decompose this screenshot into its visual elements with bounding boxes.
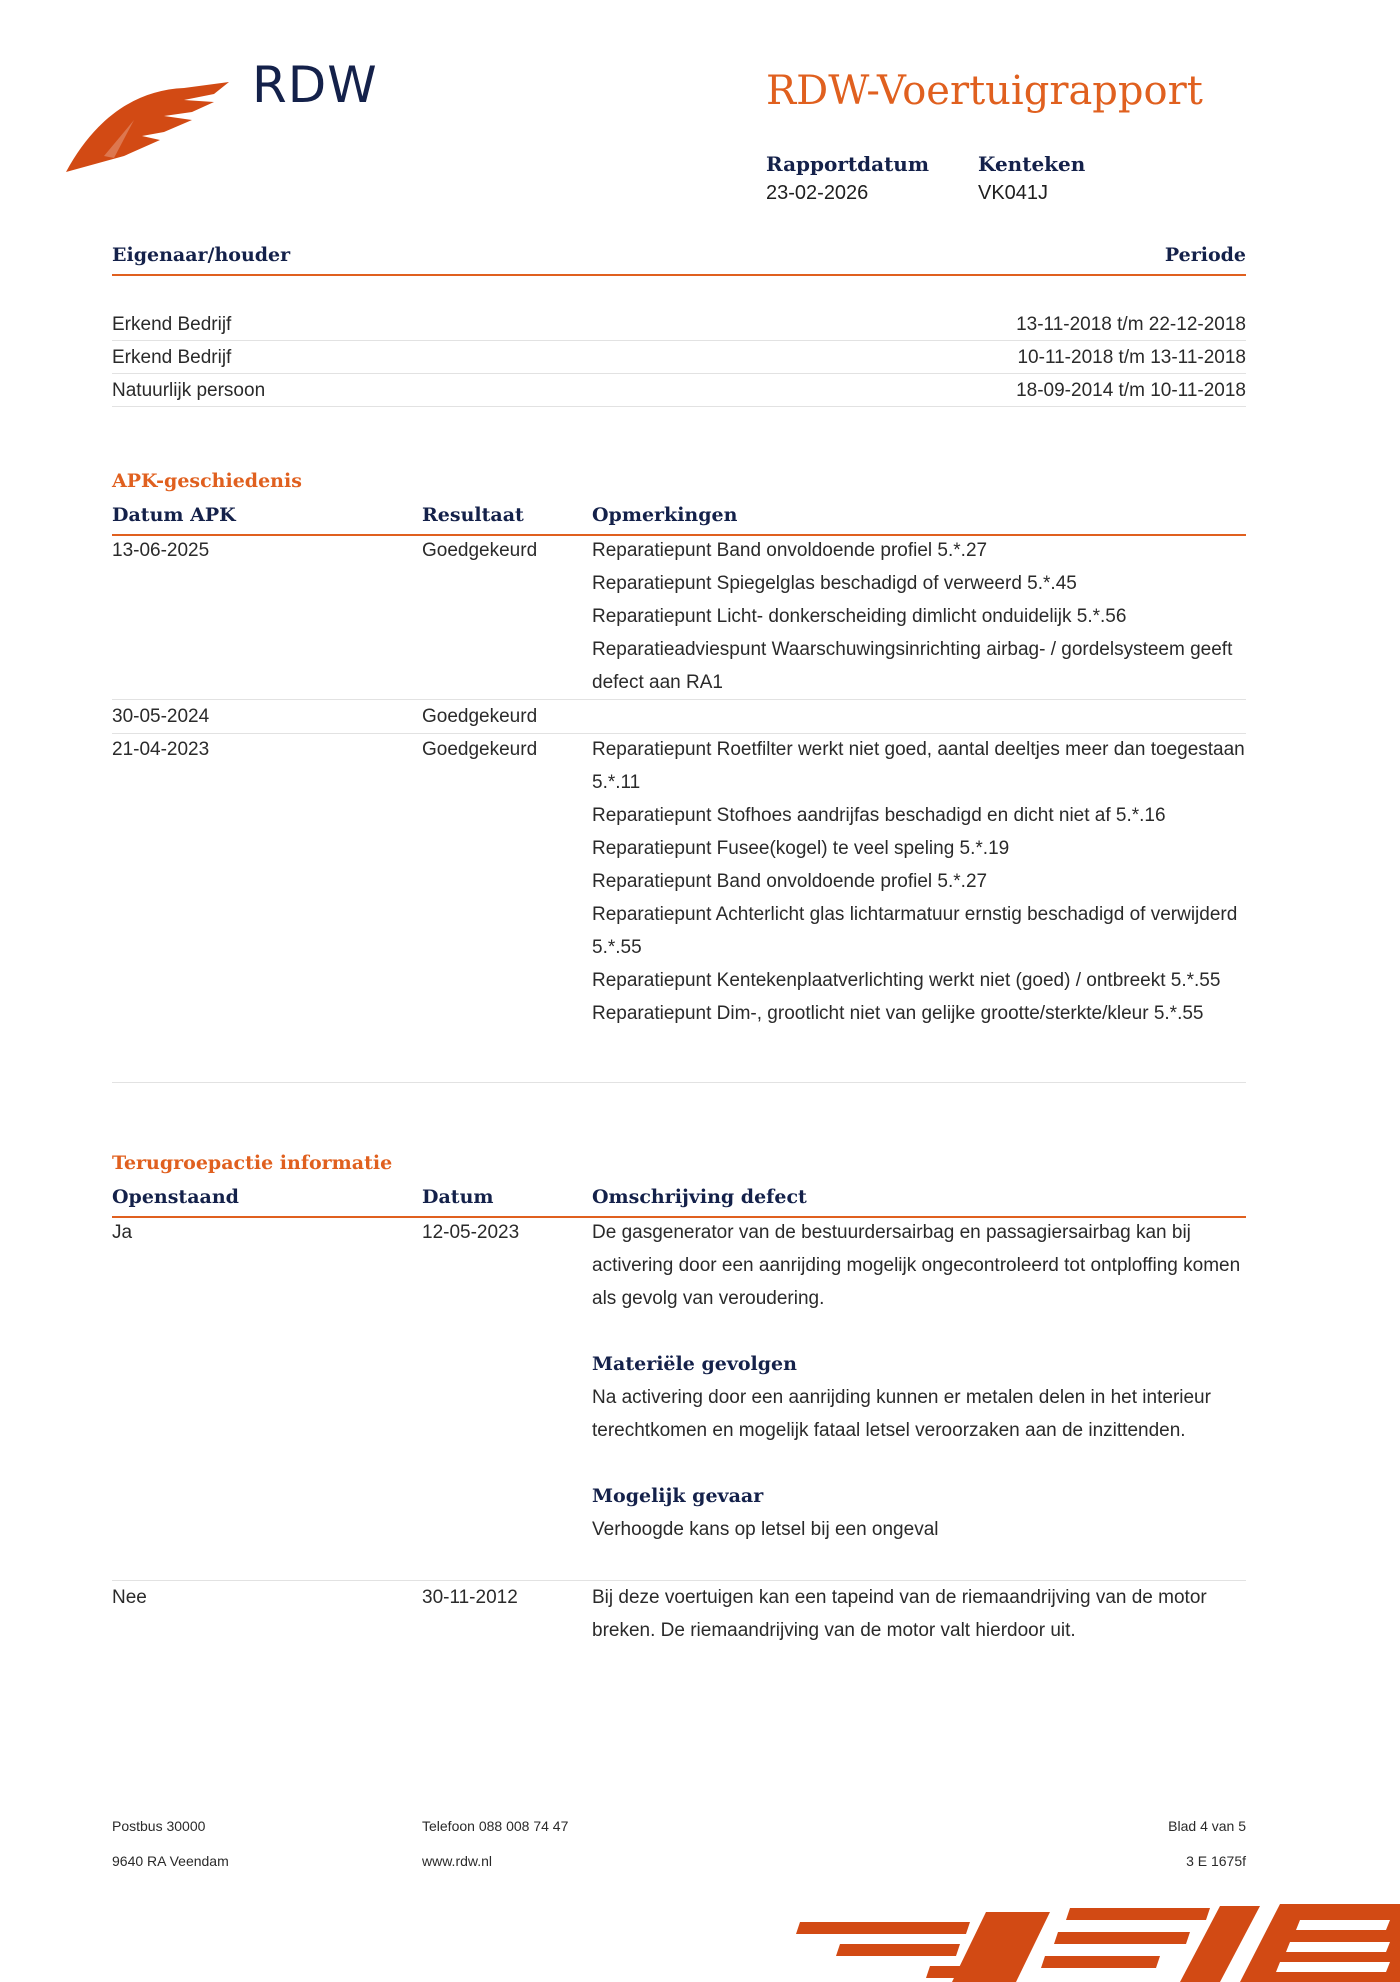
recall-section-title: Terugroepactie informatie <box>112 1152 393 1174</box>
apk-row <box>112 700 1246 734</box>
recall-header <box>112 1186 1246 1218</box>
apk-date: 21-04-2023 <box>112 739 210 760</box>
apk-remark: Reparatiepunt Achterlicht glas lichtarmatuur ernstig beschadigd of verwijderd 5.*.55 <box>592 904 1238 958</box>
recall-row <box>112 1581 1246 1647</box>
apk-remarks <box>592 534 1246 699</box>
recall-col-description: Omschrijving defect <box>592 1186 807 1208</box>
apk-remark: Reparatiepunt Stofhoes aandrijfas beschadigd en dicht niet af 5.*.16 <box>592 805 1166 826</box>
owner-name: Erkend Bedrijf <box>112 314 232 335</box>
footer-page: Blad 4 van 5 <box>1168 1818 1246 1834</box>
apk-remark: Reparatiepunt Spiegelglas beschadigd of verweerd 5.*.45 <box>592 573 1077 594</box>
recall-description-block <box>592 1581 1246 1647</box>
report-date-value: 23-02-2026 <box>766 182 869 204</box>
apk-row <box>112 733 1246 1083</box>
apk-remark: Reparatiepunt Band onvoldoende profiel 5.*.27 <box>592 540 988 561</box>
apk-remark: Reparatiepunt Licht- donkerscheiding dimlicht onduidelijk 5.*.56 <box>592 606 1127 627</box>
owner-period: 10-11-2018 t/m 13-11-2018 <box>1017 347 1246 368</box>
report-title: RDW-Voertuigrapport <box>766 68 1203 114</box>
recall-col-date: Datum <box>422 1186 494 1208</box>
apk-date: 30-05-2024 <box>112 706 210 727</box>
apk-header <box>112 504 1246 536</box>
footer-phone: Telefoon 088 008 74 47 <box>422 1818 569 1834</box>
plate-label: Kenteken <box>978 152 1086 176</box>
decorative-stripes-icon <box>790 1900 1400 1982</box>
owner-name: Erkend Bedrijf <box>112 347 232 368</box>
apk-remark: Reparatiepunt Fusee(kogel) te veel speling 5.*.19 <box>592 838 1010 859</box>
owner-row <box>112 374 1246 407</box>
owners-col-owner: Eigenaar/houder <box>112 244 291 266</box>
recall-date: 12-05-2023 <box>422 1222 520 1243</box>
recall-open: Nee <box>112 1587 147 1608</box>
recall-description: De gasgenerator van de bestuurdersairbag en passagiersairbag kan bij activering door een aanrijding mogelijk ongecontroleerd tot ontploffing komen als gevolg van veroudering. <box>592 1222 1241 1309</box>
recall-description-block <box>592 1216 1246 1546</box>
possible-danger-label: Mogelijk gevaar <box>592 1485 764 1507</box>
apk-row <box>112 534 1246 700</box>
material-consequences-text: Na activering door een aanrijding kunnen er metalen delen in het interieur terechtkomen en mogelijk fataal letsel veroorzaken aan de inzittenden. <box>592 1387 1211 1441</box>
apk-remark: Reparatieadviespunt Waarschuwingsinrichting airbag- / gordelsysteem geeft defect aan RA1 <box>592 639 1233 693</box>
logo-text: RDW <box>252 56 378 114</box>
footer-city: 9640 RA Veendam <box>112 1853 229 1869</box>
apk-result: Goedgekeurd <box>422 540 538 561</box>
apk-section-title: APK-geschiedenis <box>112 470 302 492</box>
owner-period: 18-09-2014 t/m 10-11-2018 <box>1016 380 1246 401</box>
recall-row <box>112 1216 1246 1581</box>
apk-col-remarks: Opmerkingen <box>592 504 738 526</box>
possible-danger-text: Verhoogde kans op letsel bij een ongeval <box>592 1519 939 1540</box>
owners-header <box>112 244 1246 276</box>
footer-postbus: Postbus 30000 <box>112 1818 206 1834</box>
apk-remark: Reparatiepunt Roetfilter werkt niet goed, aantal deeltjes meer dan toegestaan 5.*.11 <box>592 739 1245 793</box>
apk-remarks <box>592 733 1246 1030</box>
recall-col-open: Openstaand <box>112 1186 239 1208</box>
apk-remark: Reparatiepunt Kentekenplaatverlichting werkt niet (goed) / ontbreekt 5.*.55 <box>592 970 1221 991</box>
apk-remark: Reparatiepunt Dim-, grootlicht niet van gelijke grootte/sterkte/kleur 5.*.55 <box>592 1003 1204 1024</box>
apk-col-date: Datum APK <box>112 504 236 526</box>
footer-website: www.rdw.nl <box>422 1853 493 1869</box>
report-date-label: Rapportdatum <box>766 152 930 176</box>
recall-open: Ja <box>112 1222 133 1243</box>
footer-code: 3 E 1675f <box>1186 1853 1246 1869</box>
owner-row <box>112 341 1246 374</box>
plate-value: VK041J <box>978 182 1049 204</box>
apk-remark: Reparatiepunt Band onvoldoende profiel 5.*.27 <box>592 871 988 892</box>
apk-result: Goedgekeurd <box>422 706 538 727</box>
owner-name: Natuurlijk persoon <box>112 380 266 401</box>
apk-result: Goedgekeurd <box>422 739 538 760</box>
material-consequences-label: Materiële gevolgen <box>592 1353 797 1375</box>
apk-date: 13-06-2025 <box>112 540 210 561</box>
owners-col-period: Periode <box>1164 244 1246 266</box>
recall-description: Bij deze voertuigen kan een tapeind van de riemaandrijving van de motor breken. De riemaandrijving van de motor valt hierdoor uit. <box>592 1587 1207 1641</box>
rdw-logo-icon <box>64 60 234 180</box>
owner-row <box>112 308 1246 341</box>
apk-col-result: Resultaat <box>422 504 524 526</box>
owner-period: 13-11-2018 t/m 22-12-2018 <box>1016 314 1246 335</box>
recall-date: 30-11-2012 <box>422 1587 518 1608</box>
